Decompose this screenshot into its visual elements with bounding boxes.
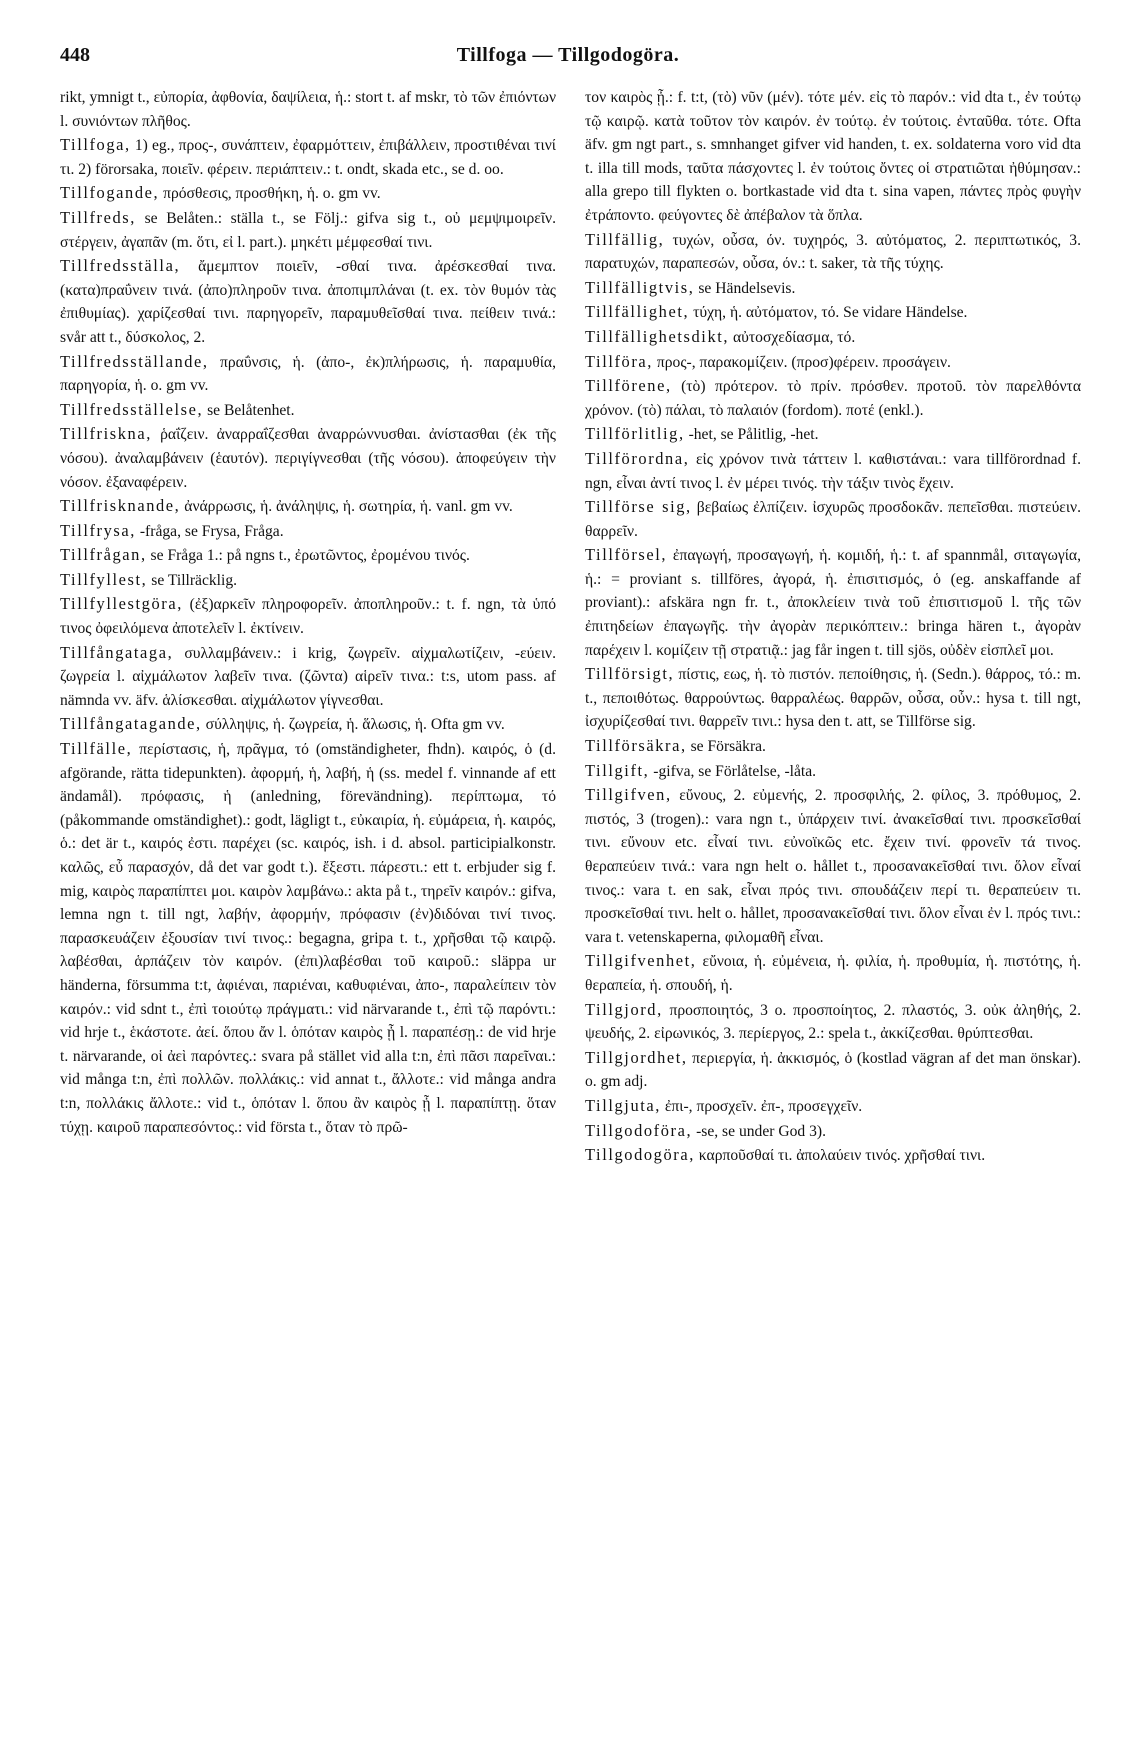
entry-headword: Tillfällighet, bbox=[585, 302, 690, 322]
entry-definition: se Försäkra. bbox=[686, 738, 766, 756]
entry-headword: Tillgodoföra, bbox=[585, 1120, 693, 1140]
dictionary-entry bbox=[585, 447, 1081, 495]
right-column bbox=[585, 86, 1081, 1168]
entry-definition: ἀνάρρωσις, ἡ. ἀνάληψις, ἡ. σωτηρία, ἡ. vanl. gm vv. bbox=[180, 498, 513, 516]
entry-headword: Tillgifven, bbox=[585, 785, 672, 805]
entry-headword: Tillförsigt, bbox=[585, 664, 675, 684]
entry-definition: -fråga, se Frysa, Fråga. bbox=[135, 522, 284, 540]
entry-headword: Tillförse sig, bbox=[585, 497, 692, 517]
dictionary-entry bbox=[585, 276, 1081, 301]
entry-headword: Tillfyllest, bbox=[60, 569, 148, 589]
entry-headword: Tillförsäkra, bbox=[585, 736, 687, 756]
entry-definition: συλλαμβάνειν.: i krig, ζωγρεῖν. αἰχμαλωτίζειν, -εύειν. ζωγρεία l. αἰχμάλωτον λαβεῖν τινα. (ζῶντα) αἱρεῖν τινα.: t:s, utom pass. af nämnda vv. äfv. ἁλίσκεσθαι. αἰχμάλωτον γίγνεσθαι. bbox=[60, 644, 556, 709]
entry-definition: ἐπι-, προσχεῖν. ἐπ-, προσεγχεῖν. bbox=[660, 1097, 863, 1115]
dictionary-entry bbox=[60, 737, 556, 1139]
dictionary-entry bbox=[60, 422, 556, 494]
entry-definition: -se, se under God 3). bbox=[692, 1122, 826, 1140]
entry-headword: Tillgjordhet, bbox=[585, 1047, 688, 1067]
entry-headword: Tillfoga, bbox=[60, 135, 131, 155]
entry-headword: Tillfredsställelse, bbox=[60, 399, 204, 419]
left-column bbox=[60, 86, 556, 1139]
entry-headword: Tillförlitlig, bbox=[585, 424, 685, 444]
dictionary-entry bbox=[60, 712, 556, 737]
entry-definition: βεβαίως ἐλπίζειν. ἰσχυρῶς προσδοκᾶν. πεπεῖσθαι. πιστεύειν. θαρρεῖν. bbox=[585, 499, 1081, 540]
dictionary-entry bbox=[585, 949, 1081, 997]
page-header bbox=[60, 44, 1076, 74]
entry-headword: Tillfogande, bbox=[60, 183, 160, 203]
dictionary-entry bbox=[585, 495, 1081, 543]
entry-headword: Tillfrisknande, bbox=[60, 496, 181, 516]
dictionary-entry bbox=[585, 325, 1081, 350]
running-title: Tillfoga — Tillgodogöra. bbox=[456, 44, 680, 66]
dictionary-entry bbox=[60, 181, 556, 206]
entry-definition: -gifva, se Förlåtelse, -låta. bbox=[649, 762, 817, 780]
dictionary-entry bbox=[60, 86, 556, 133]
dictionary-entry bbox=[585, 350, 1081, 375]
entry-definition: se Fråga 1.: på ngns t., ἐρωτῶντος, ἐρομένου τινός. bbox=[146, 547, 470, 565]
entry-headword: Tillfälligtvis, bbox=[585, 277, 695, 297]
entry-headword: Tillgifvenhet, bbox=[585, 951, 697, 971]
entry-headword: Tillgodogöra, bbox=[585, 1145, 695, 1165]
entry-definition: se Tillräcklig. bbox=[147, 571, 238, 589]
entry-headword: Tillfångataga, bbox=[60, 642, 174, 662]
dictionary-entry bbox=[60, 519, 556, 544]
entry-headword: Tillfällighetsdikt, bbox=[585, 326, 730, 346]
entry-definition: καρποῦσθαί τι. ἀπολαύειν τινός. χρῆσθαί τινι. bbox=[694, 1147, 986, 1165]
entry-headword: Tillgjord, bbox=[585, 999, 663, 1019]
dictionary-entry bbox=[60, 568, 556, 593]
entry-headword: Tillförene, bbox=[585, 376, 672, 396]
entry-headword: Tillfälle, bbox=[60, 739, 133, 759]
dictionary-entry bbox=[585, 1094, 1081, 1119]
entry-definition: προς-, παρακομίζειν. (προσ)φέρειν. προσάγειν. bbox=[652, 353, 951, 371]
dictionary-entry bbox=[585, 422, 1081, 447]
entry-headword: Tillfällig, bbox=[585, 229, 665, 249]
entry-headword: Tillföra, bbox=[585, 351, 653, 371]
dictionary-entry bbox=[585, 543, 1081, 662]
dictionary-entry bbox=[585, 734, 1081, 759]
entry-definition: se Händelsevis. bbox=[694, 279, 796, 297]
dictionary-entry bbox=[60, 398, 556, 423]
entry-definition: σύλληψις, ἡ. ζωγρεία, ἡ. ἅλωσις, ἡ. Ofta gm vv. bbox=[201, 716, 505, 734]
entry-headword: Tillfriskna, bbox=[60, 424, 152, 444]
entry-definition: πρόσθεσις, προσθήκη, ἡ. o. gm vv. bbox=[159, 185, 381, 203]
entry-headword: Tillgjuta, bbox=[585, 1095, 661, 1115]
entry-definition: se Belåtenhet. bbox=[203, 401, 295, 419]
dictionary-entry bbox=[585, 1046, 1081, 1094]
entry-definition: ἄμεμπτον ποιεῖν, -σθαί τινα. ἀρέσκεσθαί τινα. (κατα)πραΰνειν τινά. (ἀπο)πληροῦν τινα. ἀποπιμπλάναι (t. ex. τὸν θυμόν τὰς ἐπιθυμίας). χαρίζεσθαί τινι. παρηγορεῖν, παραμυθεῖσθαί τινα. πείθειν τινά.: svår att t., δύσκολος, 2. bbox=[60, 258, 556, 346]
dictionary-entry bbox=[585, 86, 1081, 228]
entry-headword: Tillfångatagande, bbox=[60, 714, 202, 734]
dictionary-entry bbox=[585, 228, 1081, 276]
entry-definition: τον καιρὸς ᾖ.: f. t:t, (τὸ) νῦν (μέν). τότε μέν. εἰς τὸ παρόν.: vid dta t., ἐν τούτῳ τῷ καιρῷ. κατὰ τοῦτον τὸν καιρόν. ἐν τούτῳ. ἐν τούτοις. ἐνταῦθα. τότε. Ofta äfv. gm ngt part., s. smnhanget gifver vid handen, t. ex. soldaterna voro vid dta t. illa till mods, ταῦτα πάσχοντες l. ἐν τούτοις ὄντες οἱ στρατιῶται ἠθύμησαν.: alla grepo till flykten o. bortkastade vid dta t. sina vapen, πάντες πρὸς φυγὴν ἐτράποντο. φεύγοντες δὲ ἀπέβαλον τὰ ὅπλα. bbox=[585, 89, 1081, 224]
entry-headword: Tillfrysa, bbox=[60, 520, 136, 540]
dictionary-entry bbox=[60, 641, 556, 713]
dictionary-entry bbox=[585, 998, 1081, 1046]
entry-definition: προσποιητός, 3 o. προσποίητος, 2. πλαστός, 3. οὐκ ἀληθής, 2. ψευδής, 2. εἰρωνικός, 3. περίεργος, 2.: spela t., ἀκκίζεσθαι. θρύπτεσθαι. bbox=[585, 1001, 1081, 1043]
entry-definition: περιεργία, ἡ. ἀκκισμός, ὁ (kostlad vägran af det man önskar). o. gm adj. bbox=[585, 1049, 1081, 1091]
entry-definition: αὐτοσχεδίασμα, τό. bbox=[729, 328, 856, 346]
page-number: 448 bbox=[60, 44, 90, 66]
dictionary-entry bbox=[585, 300, 1081, 325]
entry-headword: Tillfredsställa, bbox=[60, 256, 181, 276]
entry-definition: (ἐξ)αρκεῖν πληροφορεῖν. ἀποπληροῦν.: t. f. ngn, τὰ ὑπό τινος ὀφειλόμενα ἀποτελεῖν l. ἐκτίνειν. bbox=[60, 596, 556, 638]
entry-headword: Tillfyllestgöra, bbox=[60, 594, 183, 614]
dictionary-entry bbox=[585, 1143, 1081, 1168]
dictionary-entry bbox=[585, 759, 1081, 784]
entry-definition: πίστις, εως, ἡ. τὸ πιστόν. πεποίθησις, ἡ. (Sedn.). θάρρος, τό.: m. t., πεποιθότως. θαρρούντως. θαρραλέως. θαρρῶν, οὖσα, οὖν.: hysa t. till ngt, ἰσχυρίζεσθαί τινι. θαρρεῖν τινι.: hysa den t. att, se Tillförse sig. bbox=[585, 666, 1081, 731]
entry-definition: τύχη, ἡ. αὐτόματον, τό. Se vidare Händelse. bbox=[689, 304, 968, 322]
dictionary-entry bbox=[60, 543, 556, 568]
dictionary-entry bbox=[585, 662, 1081, 734]
dictionary-entry bbox=[60, 592, 556, 640]
dictionary-entry bbox=[585, 783, 1081, 949]
entry-headword: Tillfreds, bbox=[60, 207, 136, 227]
entry-definition: εὔνοια, ἡ. εὐμένεια, ἡ. φιλία, ἡ. προθυμία, ἡ. πιστότης, ἡ. θεραπεία, ἡ. σπουδή, ἡ. bbox=[585, 953, 1081, 994]
entry-definition: ἐπαγωγή, προσαγωγή, ἡ. κομιδή, ἡ.: t. af spannmål, σιταγωγία, ἡ.: = proviant s. tillföres, ἀγορά, ἡ. ἐπισιτισμός, ὁ (eg. anskaffande af proviant).: afskära ngn fr. t., ἀποκλείειν τινὰ τοῦ ἐπισιτισμοῦ l. τῆς τῶν ἐπιτηδείων ἐπαγωγῆς. τὴν ἀγορὰν περικόπτειν.: bringa hären t., ἀγορὰν παρέχειν l. κομίζειν τῇ στρατιᾷ.: jag får ingen t. till sjös, οὐδὲν εἰσπλεῖ μοι. bbox=[585, 547, 1081, 659]
entry-definition: ῥαΐζειν. ἀναρραΐζεσθαι ἀναρρώννυσθαι. ἀνίστασθαι (ἐκ τῆς νόσου). ἀναλαμβάνειν (ἑαυτόν). περιγίγνεσθαι (τῆς νόσου). ἀποφεύγειν τὴν νόσον. ἐξαναφέρειν. bbox=[60, 426, 556, 491]
dictionary-entry bbox=[585, 374, 1081, 422]
entry-definition: εὔνους, 2. εὐμενής, 2. προσφιλής, 2. φίλος, 3. πρόθυμος, 2. πιστός, 3 (trogen).: vara ngn t., ὑπάρχειν τινί. ἀνακεῖσθαί τινι. προσκεῖσθαί τινι. εὔνουν etc. εἶναί τινι. εὐνοϊκῶς etc. ἔχειν τινί. φρονεῖν τά τινος. θεραπεύειν τινά.: vara ngn helt o. hållet t., προσανακεῖσθαί τινι. ὅλον εἶναί τινος.: vara t. en sak, εἶναι πρός τινι. σπουδάζειν περί τι. θεραπεύειν τι. προσκεῖσθαί τινι. helt o. hållet, προσανακεῖσθαί τινι. ὅλον εἶναι ἐν l. πρός τινι.: vara t. vetenskaperna, φιλομαθῆ εἶναι. bbox=[585, 787, 1081, 946]
dictionary-entry bbox=[60, 206, 556, 254]
entry-headword: Tillförsel, bbox=[585, 545, 668, 565]
entry-definition: (τὸ) πρότερον. τὸ πρίν. πρόσθεν. προτοῦ. τὸν παρελθόντα χρόνον. (τὸ) πάλαι, τὸ παλαιόν (fordom). ποτέ (enkl.). bbox=[585, 378, 1081, 419]
entry-definition: τυχών, οὖσα, όν. τυχηρός, 3. αὐτόματος, 2. περιπτωτικός, 3. παρατυχών, παραπεσών, οὖσα, όν.: t. saker, τὰ τῆς τύχης. bbox=[585, 231, 1081, 273]
entry-headword: Tillfrågan, bbox=[60, 545, 147, 565]
entry-definition: -het, se Pålitlig, -het. bbox=[684, 426, 819, 444]
entry-definition: πραΰνσις, ἡ. (ἀπο-, ἐκ)πλήρωσις, ἡ. παραμυθία, παρηγορία, ἡ. o. gm vv. bbox=[60, 353, 556, 395]
dictionary-entry bbox=[60, 350, 556, 398]
entry-definition: se Belåten.: ställa t., se Följ.: gifva sig t., οὐ μεμψιμοιρεῖν. στέργειν, ἀγαπᾶν (m. ὅτι, εἰ l. part.). μηκέτι μέμφεσθαί τινι. bbox=[60, 209, 556, 251]
dictionary-entry bbox=[60, 254, 556, 349]
entry-headword: Tillfredsställande, bbox=[60, 351, 209, 371]
dictionary-entry bbox=[585, 1119, 1081, 1144]
entry-definition: εἰς χρόνον τινὰ τάττειν l. καθιστάναι.: vara tillförordnad f. ngn, εἶναι ἀντί τινος l. ἐν μέρει τινός. τὴν τάξιν τινὸς ἔχειν. bbox=[585, 450, 1081, 492]
entry-definition: rikt, ymnigt t., εὐπορία, ἀφθονία, δαψίλεια, ἡ.: stort t. af mskr, τὸ τῶν ἐπιόντων l. συνιόντων πλῆθος. bbox=[60, 89, 556, 130]
entry-headword: Tillförordna, bbox=[585, 448, 690, 468]
entry-definition: περίστασις, ἡ, πρᾶγμα, τό (omständigheter, fhdn). καιρός, ὁ (d. afgörande, rätta tidepunkten). ἀφορμή, ἡ, λαβή, ἡ (ss. medel f. vinnande af ett ändamål). πρόφασις, ἡ (anledning, förevändning). περίπτωμα, τό (påkommande omständighet).: godt, lägligt t., εὐκαιρία, ἡ. εὐμάρεια, ἡ. καιρός, ὁ.: det är t., καιρός ἐστι. παρέχει (sc. καιρός, ish. i d. absol. participialkonstr. καλῶς, εὖ παρασχόν, då det var godt t.). ἔξεστι. πάρεστι.: ett t. erbjuder sig f. mig, καιρὸς παραπίπτει μοι. καιρὸν λαμβάνω.: akta på t., τηρεῖν καιρόν.: gifva, lemna ngn t. till ngt, λαβήν, ἀφορμήν, πρόφασιν (ἐν)διδόναι τινί τινος. παρασκευάζειν ἐξουσίαν τινί τινος.: begagna, gripa t. t., χρῆσθαι τῷ καιρῷ. λαβέσθαι, ἁρπάζειν τὸν καιρόν. (ἐπι)λαβέσθαι τοῦ καιροῦ.: släppa ur händerna, försumma t:t, ἀφιέναι, παριέναι, καθυφιέναι, ἀπο-, παραλείπειν τὸν καιρόν.: vid sdnt t., ἐπὶ τοιούτῳ πράγματι.: vid närvarande t., ἐπὶ τῷ παρόντι.: vid hrje t., ἑκάστοτε. ἀεί. ὅπου ἄν l. ὁπόταν καιρὸς ᾖ l. παραπέσῃ.: de vid hrje t. närvarande, οἱ ἀεὶ παρόντες.: svara på stället vid alla t:n, ἐπὶ πᾶσι παρεῖναι.: vid många t:n, ἐπὶ πολλῶν. πολλάκις.: vid annat t., ἄλλοτε.: vid många andra t:n, πολλάκις ἄλλοτε.: vid t., ὁπόταν l. ὅπου ἂν καιρὸς ᾖ l. παραπίπτῃ. ὅταν τύχῃ. καιροῦ παραπεσόντος.: vid första t., ὅταν τὸ πρῶ- bbox=[60, 741, 556, 1136]
entry-definition: 1) eg., προς-, συνάπτειν, ἐφαρμόττειν, ἐπιβάλλειν, προστιθέναι τινί τι. 2) förorsaka, ποιεῖν. φέρειν. περιάπτειν.: t. ondt, skada etc., se d. oo. bbox=[60, 137, 556, 178]
dictionary-entry bbox=[60, 494, 556, 519]
dictionary-entry bbox=[60, 133, 556, 181]
entry-headword: Tillgift, bbox=[585, 760, 650, 780]
